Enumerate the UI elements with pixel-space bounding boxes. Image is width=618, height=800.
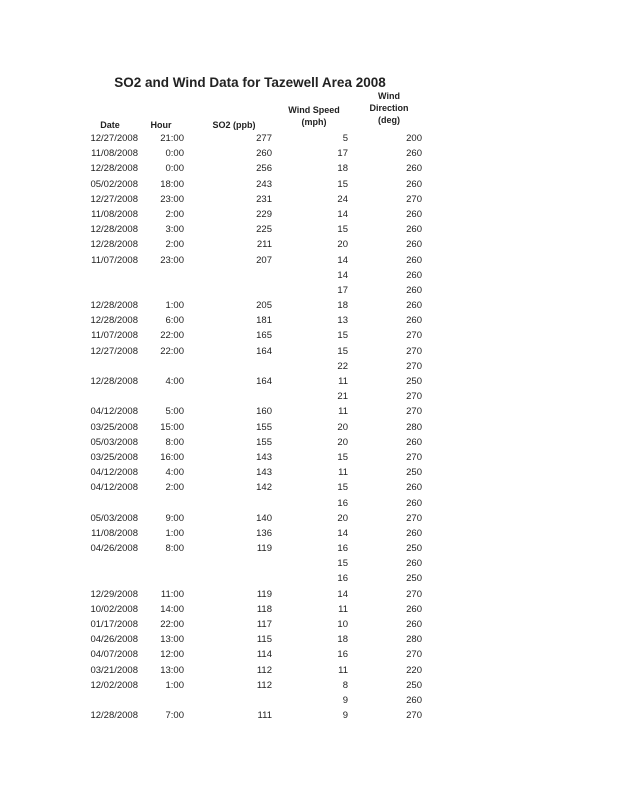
wind-direction-cell: 260 [406,269,422,281]
table-row [0,313,618,328]
wind-direction-cell: 260 [406,284,422,296]
so2-cell: 243 [256,178,272,190]
table-row [0,632,618,647]
wind-direction-cell: 270 [406,406,422,418]
date-cell: 12/28/2008 [90,239,138,251]
so2-cell: 165 [256,330,272,342]
hour-cell: 21:00 [160,133,184,144]
wind-speed-cell: 9 [342,710,348,722]
hour-cell: 6:00 [165,315,184,327]
wind-speed-cell: 20 [337,239,348,251]
date-cell: 11/08/2008 [91,208,138,220]
wind-speed-cell: 20 [337,436,348,448]
date-cell: 12/02/2008 [90,679,138,691]
table-row [0,237,618,252]
so2-cell: 143 [256,451,272,463]
wind-direction-cell: 200 [406,133,422,144]
so2-cell: 142 [256,482,272,494]
table-row [0,268,618,283]
date-cell: 03/25/2008 [90,421,138,433]
date-cell: 11/07/2008 [91,330,138,342]
wind-direction-cell: 260 [406,163,422,175]
data-table [0,131,618,723]
wind-speed-cell: 11 [338,467,348,479]
wind-direction-cell: 250 [406,467,422,479]
header-date-label: Date [100,120,120,130]
so2-cell: 205 [256,300,272,312]
wind-speed-cell: 17 [337,148,348,160]
wind-speed-cell: 15 [337,330,348,342]
date-cell: 04/12/2008 [90,406,138,418]
date-cell: 11/08/2008 [91,527,138,539]
hour-cell: 8:00 [165,543,184,555]
table-row [0,283,618,298]
so2-cell: 164 [256,345,272,357]
table-row [0,663,618,678]
wind-direction-cell: 260 [406,482,422,494]
hour-cell: 13:00 [160,664,184,676]
wind-speed-cell: 16 [337,497,348,509]
wind-speed-cell: 24 [337,193,348,205]
so2-cell: 140 [256,512,272,524]
wind-direction-cell: 260 [406,497,422,509]
wind-direction-cell: 260 [406,619,422,630]
wind-direction-cell: 250 [406,376,422,387]
wind-speed-cell: 16 [337,543,348,555]
table-row [0,253,618,268]
table-row [0,647,618,662]
header-so2 [196,119,272,131]
table-row [0,420,618,435]
wind-speed-cell: 15 [337,178,348,190]
wind-speed-cell: 10 [337,619,348,630]
hour-cell: 1:00 [165,527,184,539]
wind-direction-cell: 270 [406,391,422,403]
date-cell: 05/03/2008 [90,512,138,524]
date-cell: 04/12/2008 [90,467,138,479]
so2-cell: 260 [256,148,272,160]
table-row [0,465,618,480]
wind-speed-cell: 18 [337,634,348,646]
so2-cell: 164 [256,376,272,387]
table-row [0,359,618,374]
date-cell: 12/28/2008 [90,163,138,175]
so2-cell: 119 [256,588,272,600]
wind-speed-cell: 8 [342,679,348,691]
wind-speed-cell: 17 [337,284,348,296]
so2-cell: 111 [257,710,272,722]
wind-direction-cell: 260 [406,224,422,236]
wind-speed-cell: 11 [338,603,348,615]
table-row [0,511,618,526]
wind-direction-cell: 260 [406,208,422,220]
wind-speed-cell: 16 [337,573,348,585]
wind-direction-cell: 280 [406,421,422,433]
table-row [0,389,618,404]
wind-direction-cell: 260 [406,148,422,160]
wind-speed-cell: 14 [337,254,348,266]
hour-cell: 7:00 [165,710,184,722]
so2-cell: 112 [256,679,272,691]
table-row [0,328,618,343]
wind-direction-cell: 270 [406,512,422,524]
date-cell: 03/21/2008 [90,664,138,676]
hour-cell: 3:00 [165,224,184,236]
hour-cell: 1:00 [165,300,184,312]
wind-direction-cell: 260 [406,315,422,327]
wind-direction-cell: 270 [406,451,422,463]
so2-cell: 225 [256,224,272,236]
wind-speed-cell: 14 [337,269,348,281]
table-row [0,435,618,450]
hour-cell: 8:00 [165,436,184,448]
wind-speed-cell: 9 [342,694,348,706]
page-title: SO2 and Wind Data for Tazewell Area 2008 [114,75,386,90]
hour-cell: 2:00 [165,208,184,220]
wind-direction-cell: 260 [406,603,422,615]
wind-speed-cell: 14 [337,527,348,539]
header-wind-speed [278,104,350,128]
hour-cell: 15:00 [160,421,184,433]
header-hour-label: Hour [150,120,172,130]
wind-direction-cell: 270 [406,710,422,722]
hour-cell: 0:00 [165,163,184,175]
table-row [0,526,618,541]
wind-speed-cell: 20 [337,512,348,524]
hour-cell: 22:00 [160,330,184,342]
hour-cell: 14:00 [160,603,184,615]
wind-speed-cell: 15 [337,451,348,463]
table-row [0,222,618,237]
date-cell: 12/28/2008 [90,315,138,327]
date-cell: 12/28/2008 [90,224,138,236]
table-row [0,374,618,389]
hour-cell: 4:00 [165,467,184,479]
wind-speed-cell: 11 [338,664,348,676]
table-row [0,708,618,723]
wind-speed-cell: 15 [337,224,348,236]
table-row [0,571,618,586]
wind-direction-cell: 260 [406,178,422,190]
wind-speed-cell: 20 [337,421,348,433]
wind-speed-cell: 21 [337,391,348,403]
hour-cell: 12:00 [160,649,184,661]
wind-speed-cell: 15 [337,558,348,570]
table-row [0,146,618,161]
so2-cell: 119 [256,543,272,555]
header-wind-direction-line3: (deg) [378,115,400,125]
header-wind-direction [352,90,426,126]
table-row [0,587,618,602]
wind-direction-cell: 260 [406,436,422,448]
date-cell: 04/07/2008 [90,649,138,661]
so2-cell: 181 [256,315,272,327]
hour-cell: 23:00 [160,193,184,205]
date-cell: 04/26/2008 [90,634,138,646]
date-cell: 12/28/2008 [90,300,138,312]
so2-cell: 155 [256,421,272,433]
table-row [0,541,618,556]
table-row [0,480,618,495]
date-cell: 12/27/2008 [90,345,138,357]
wind-speed-cell: 11 [338,406,348,418]
hour-cell: 13:00 [160,634,184,646]
date-cell: 11/08/2008 [91,148,138,160]
date-cell: 05/02/2008 [90,178,138,190]
table-row [0,344,618,359]
date-cell: 01/17/2008 [90,619,138,630]
table-row [0,602,618,617]
wind-direction-cell: 250 [406,573,422,585]
table-row [0,678,618,693]
wind-speed-cell: 16 [337,649,348,661]
wind-speed-cell: 18 [337,300,348,312]
header-hour [136,119,186,131]
header-wind-speed-line2: (mph) [301,117,327,127]
date-cell: 04/12/2008 [90,482,138,494]
hour-cell: 22:00 [160,619,184,630]
table-row [0,556,618,571]
wind-direction-cell: 250 [406,679,422,691]
wind-direction-cell: 260 [406,300,422,312]
hour-cell: 11:00 [160,588,184,600]
so2-cell: 115 [256,634,272,646]
wind-speed-cell: 22 [337,360,348,372]
date-cell: 12/27/2008 [90,133,138,144]
table-row [0,177,618,192]
so2-cell: 207 [256,254,272,266]
so2-cell: 229 [256,208,272,220]
date-cell: 12/29/2008 [90,588,138,600]
hour-cell: 9:00 [165,512,184,524]
header-wind-direction-line2: Direction [369,103,409,113]
hour-cell: 1:00 [165,679,184,691]
date-cell: 03/25/2008 [90,451,138,463]
table-row [0,131,618,146]
header-wind-direction-line1: Wind [378,91,400,101]
hour-cell: 23:00 [160,254,184,266]
date-cell: 11/07/2008 [91,254,138,266]
so2-cell: 117 [256,619,272,630]
so2-cell: 231 [256,193,272,205]
wind-direction-cell: 250 [406,543,422,555]
wind-direction-cell: 260 [406,254,422,266]
wind-speed-cell: 14 [337,588,348,600]
wind-direction-cell: 270 [406,649,422,661]
so2-cell: 160 [256,406,272,418]
so2-cell: 114 [256,649,272,661]
wind-speed-cell: 18 [337,163,348,175]
wind-speed-cell: 15 [337,345,348,357]
table-row [0,450,618,465]
hour-cell: 18:00 [160,178,184,190]
wind-direction-cell: 280 [406,634,422,646]
table-row [0,298,618,313]
so2-cell: 155 [256,436,272,448]
date-cell: 12/28/2008 [90,710,138,722]
wind-direction-cell: 270 [406,345,422,357]
table-row [0,161,618,176]
wind-speed-cell: 11 [338,376,348,387]
so2-cell: 143 [256,467,272,479]
date-cell: 12/27/2008 [90,193,138,205]
hour-cell: 22:00 [160,345,184,357]
table-row [0,192,618,207]
header-wind-speed-line1: Wind Speed [288,105,340,115]
hour-cell: 2:00 [165,482,184,494]
hour-cell: 16:00 [160,451,184,463]
wind-speed-cell: 5 [342,133,348,144]
date-cell: 04/26/2008 [90,543,138,555]
wind-direction-cell: 260 [406,527,422,539]
date-cell: 12/28/2008 [90,376,138,387]
hour-cell: 4:00 [165,376,184,387]
wind-speed-cell: 15 [337,482,348,494]
so2-cell: 277 [256,133,272,144]
wind-direction-cell: 260 [406,694,422,706]
hour-cell: 2:00 [165,239,184,251]
wind-direction-cell: 260 [406,239,422,251]
wind-speed-cell: 13 [337,315,348,327]
hour-cell: 5:00 [165,406,184,418]
so2-cell: 256 [256,163,272,175]
wind-direction-cell: 270 [406,193,422,205]
so2-cell: 136 [256,527,272,539]
wind-direction-cell: 270 [406,330,422,342]
table-row [0,496,618,511]
so2-cell: 211 [256,239,272,251]
header-so2-label: SO2 (ppb) [212,120,256,130]
so2-cell: 112 [256,664,272,676]
wind-speed-cell: 14 [337,208,348,220]
date-cell: 10/02/2008 [90,603,138,615]
table-row [0,693,618,708]
wind-direction-cell: 270 [406,588,422,600]
header-date [80,119,140,131]
wind-direction-cell: 220 [406,664,422,676]
table-row [0,404,618,419]
wind-direction-cell: 270 [406,360,422,372]
so2-cell: 118 [256,603,272,615]
date-cell: 05/03/2008 [90,436,138,448]
table-row [0,617,618,632]
hour-cell: 0:00 [165,148,184,160]
wind-direction-cell: 260 [406,558,422,570]
table-row [0,207,618,222]
